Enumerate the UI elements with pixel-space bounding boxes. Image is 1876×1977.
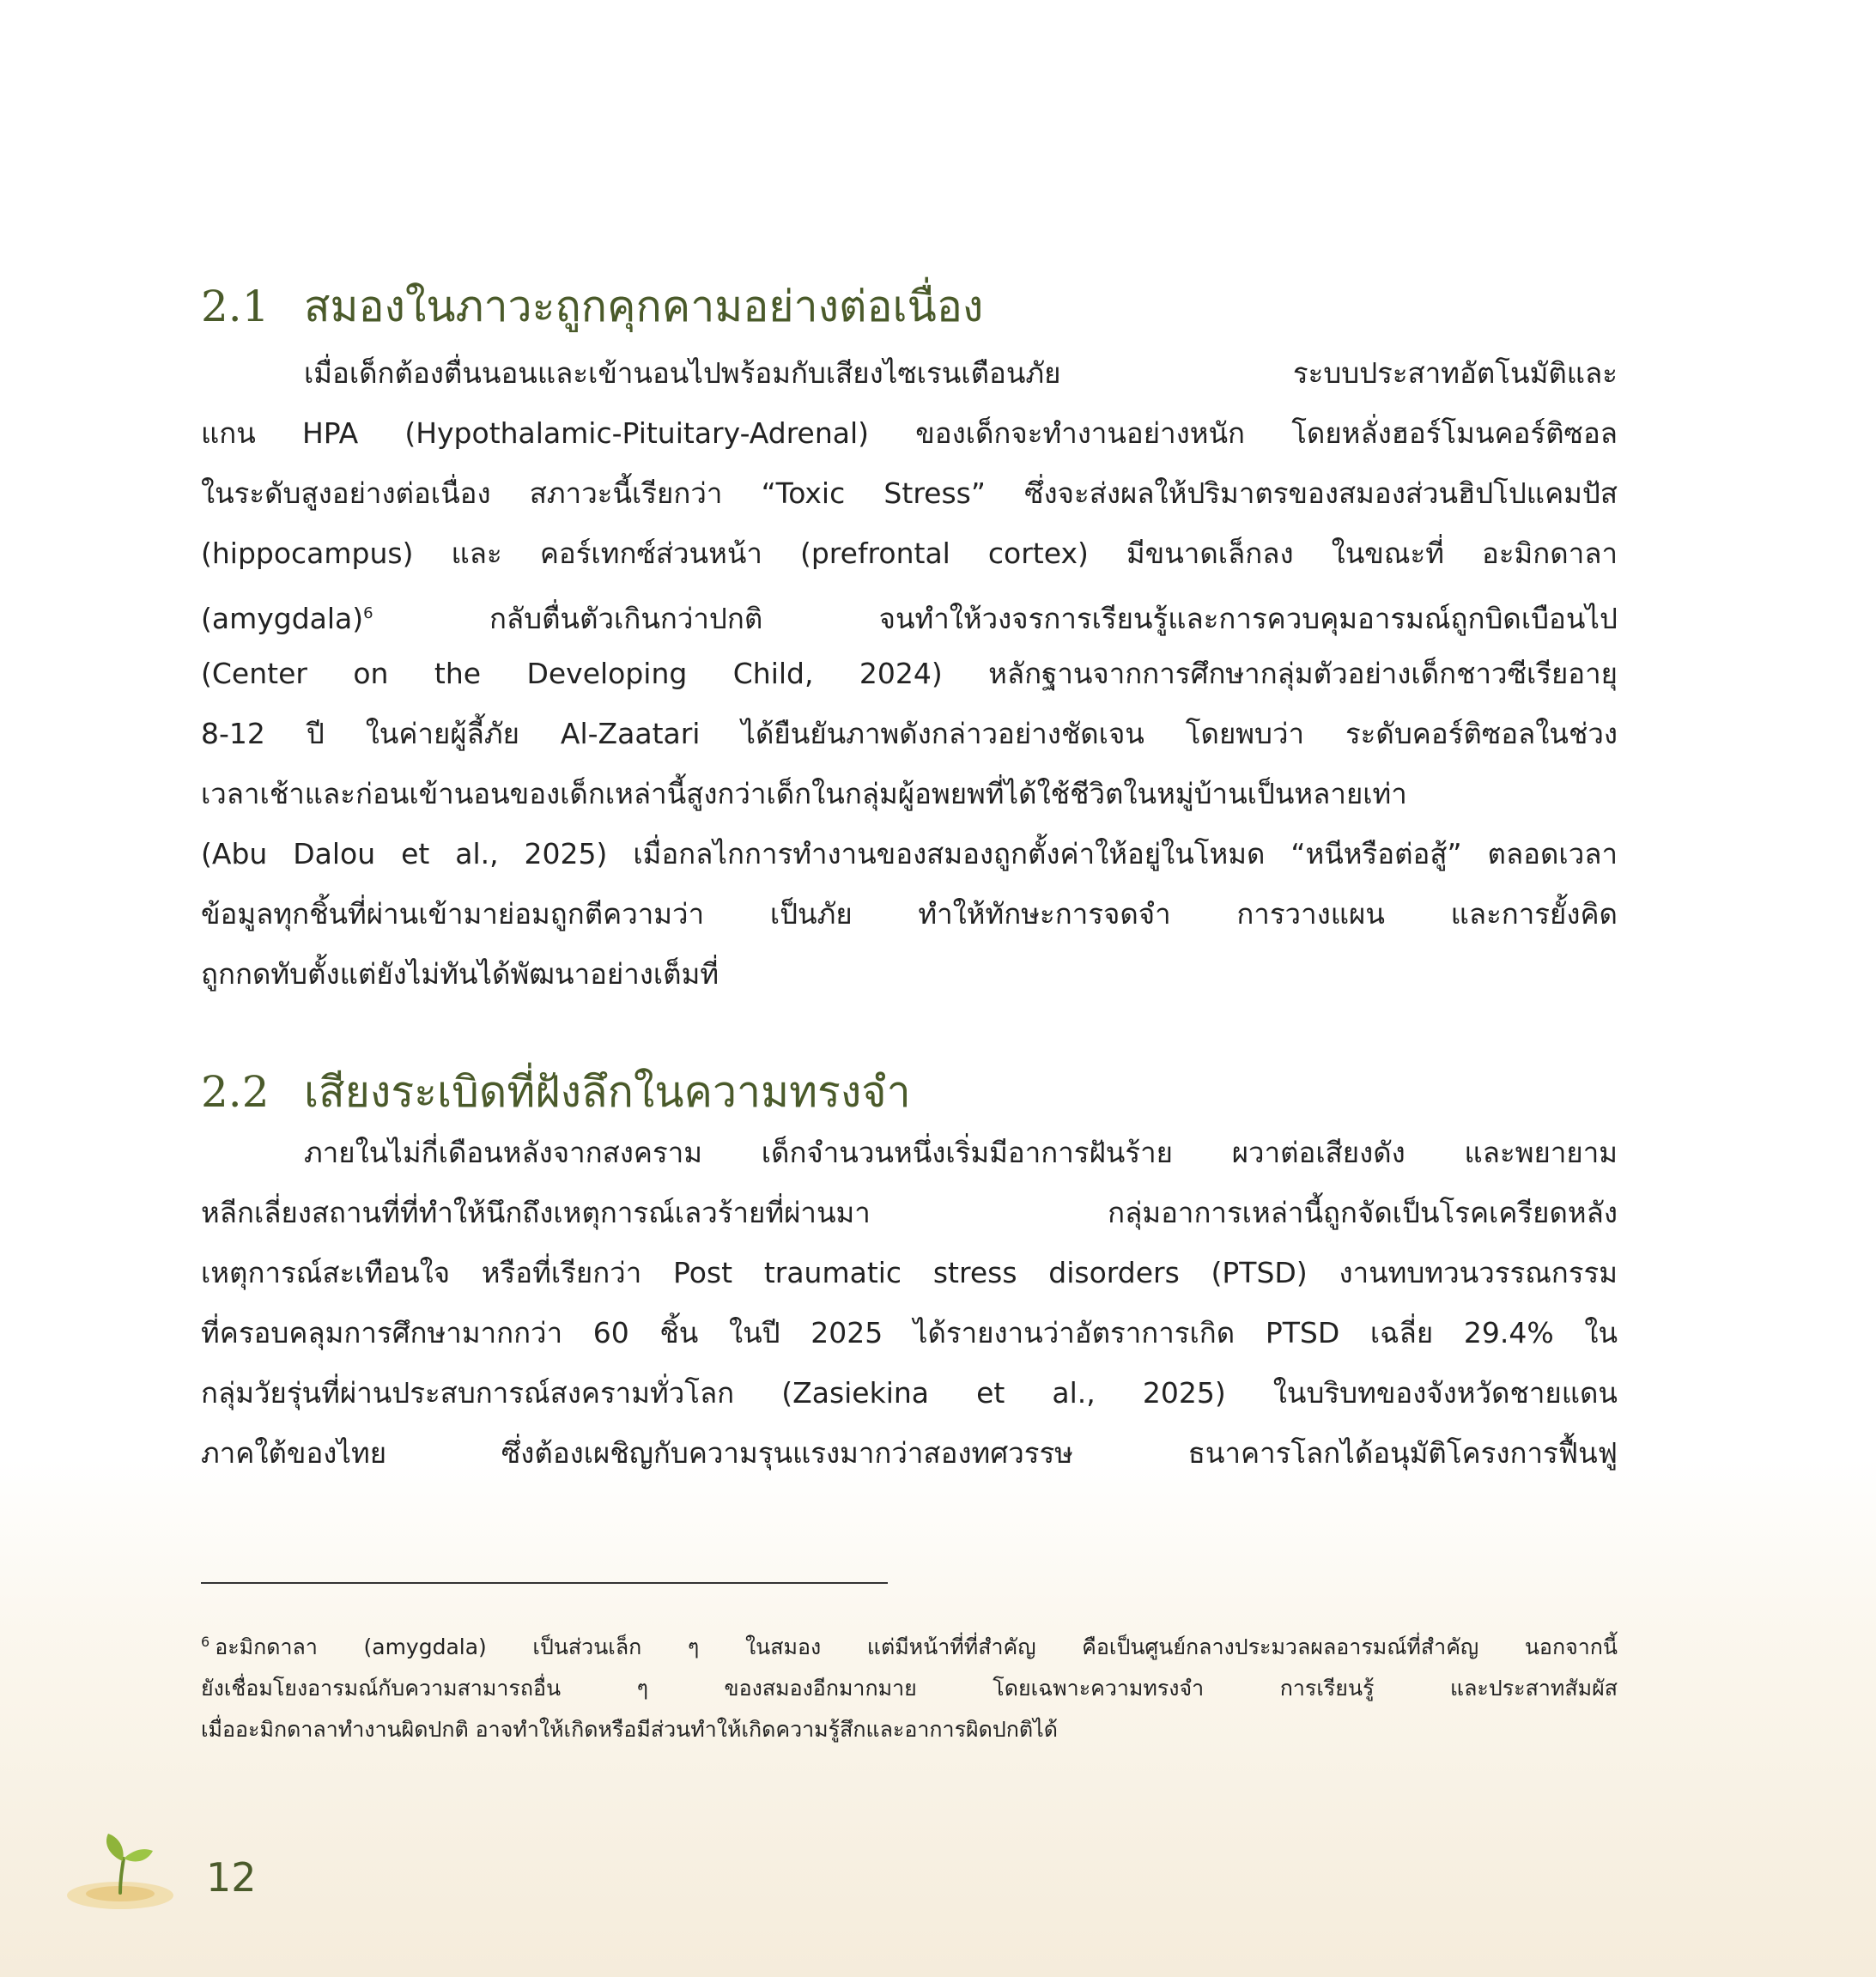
paragraph-line: ที่ครอบคลุมการศึกษามากกว่า 60 ชิ้น ในปี 2025 ได้รายงานว่าอัตราการเกิด PTSD เฉลี่ย 29.4% ใน: [201, 1316, 1618, 1349]
paragraph-line: ในระดับสูงอย่างต่อเนื่อง สภาวะนี้เรียกว่า “Toxic Stress” ซึ่งจะส่งผลให้ปริมาตรของสมองส่วนฮิปโปแคมปัส: [201, 476, 1618, 510]
paragraph-line: ภาคใต้ของไทย ซึ่งต้องเผชิญกับความรุนแรงมากว่าสองทศวรรษ ธนาคารโลกได้อนุมัติโครงการฟื้นฟู: [201, 1436, 1618, 1470]
footnote-line: ยังเชื่อมโยงอารมณ์กับความสามารถอื่น ๆ ของสมองอีกมากมาย โดยเฉพาะความทรงจำ การเรียนรู้ และประสาทสัมผัส: [201, 1676, 1618, 1701]
paragraph-line: เหตุการณ์สะเทือนใจ หรือที่เรียกว่า Post traumatic stress disorders (PTSD) งานทบทวนวรรณกรรม: [201, 1256, 1618, 1289]
paragraph-line: [201, 584, 1618, 644]
paragraph-line-text: กลับตื่นตัวเกินกว่าปกติ จนทำให้วงจรการเรียนรู้และการควบคุมอารมณ์ถูกบิดเบือนไป: [489, 602, 1618, 635]
paragraph-line: แกน HPA (Hypothalamic-Pituitary-Adrenal) ของเด็กจะทำงานอย่างหนัก โดยหลั่งฮอร์โมนคอร์ติซอล: [201, 416, 1618, 450]
section-heading-2-1: [201, 273, 983, 341]
footnote-text: อะมิกดาลา (amygdala) เป็นส่วนเล็ก ๆ ในสมอง แต่มีหน้าที่ที่สำคัญ คือเป็นศูนย์กลางประมวลผลอารมณ์ที่สำคัญ นอกจากนี้: [215, 1634, 1618, 1659]
paragraph-line: (Abu Dalou et al., 2025) เมื่อกลไกการทำงานของสมองถูกตั้งค่าให้อยู่ในโหมด “หนีหรือต่อสู้” ตลอดเวลา: [201, 837, 1618, 870]
page-number: 12: [206, 1854, 257, 1901]
paragraph-line: เวลาเช้าและก่อนเข้านอนของเด็กเหล่านี้สูงกว่าเด็กในกลุ่มผู้อพยพที่ได้ใช้ชีวิตในหมู่บ้านเป็นหลายเท่า: [201, 777, 1407, 810]
paragraph-line: (Center on the Developing Child, 2024) หลักฐานจากการศึกษากลุ่มตัวอย่างเด็กชาวซีเรียอายุ: [201, 657, 1618, 690]
section-2-2-paragraph: [201, 1123, 1618, 1483]
footnote-reference[interactable]: 6: [363, 604, 373, 622]
paragraph-line: ภายในไม่กี่เดือนหลังจากสงคราม เด็กจำนวนหนึ่งเริ่มมีอาการฝันร้าย ผวาต่อเสียงดัง และพยายาม: [304, 1136, 1618, 1169]
section-number: 2.1: [201, 282, 270, 331]
footnote-marker: 6: [201, 1633, 210, 1650]
paragraph-line: ข้อมูลทุกชิ้นที่ผ่านเข้ามาย่อมถูกตีความว่า เป็นภัย ทำให้ทักษะการจดจำ การวางแผน และการยั้งคิด: [201, 897, 1618, 931]
footnote-divider: [201, 1582, 888, 1584]
section-2-1-paragraph: [201, 343, 1618, 1004]
paragraph-line: ถูกกดทับตั้งแต่ยังไม่ทันได้พัฒนาอย่างเต็มที่: [201, 957, 719, 991]
section-title: สมองในภาวะถูกคุกคามอย่างต่อเนื่อง: [304, 282, 984, 331]
paragraph-line: 8-12 ปี ในค่ายผู้ลี้ภัย Al-Zaatari ได้ยืนยันภาพดังกล่าวอย่างชัดเจน โดยพบว่า ระดับคอร์ติซอลในช่วง: [201, 717, 1618, 750]
section-heading-2-2: [201, 1058, 911, 1126]
section-title: เสียงระเบิดที่ฝังลึกในความทรงจำ: [304, 1067, 911, 1117]
paragraph-line: เมื่อเด็กต้องตื่นนอนและเข้านอนไปพร้อมกับเสียงไซเรนเตือนภัย ระบบประสาทอัตโนมัติและ: [304, 356, 1618, 390]
paragraph-line: กลุ่มวัยรุ่นที่ผ่านประสบการณ์สงครามทั่วโลก (Zasiekina et al., 2025) ในบริบทของจังหวัดชายแดน: [201, 1376, 1618, 1410]
footnote-line: [201, 1627, 1618, 1668]
footnote: [201, 1627, 1618, 1750]
footnote-line: เมื่ออะมิกดาลาทำงานผิดปกติ อาจทำให้เกิดหรือมีส่วนทำให้เกิดความรู้สึกและอาการผิดปกติได้: [201, 1717, 1058, 1742]
paragraph-line: (hippocampus) และ คอร์เทกซ์ส่วนหน้า (prefrontal cortex) มีขนาดเล็กลง ในขณะที่ อะมิกดาลา: [201, 537, 1618, 570]
paragraph-line: หลีกเลี่ยงสถานที่ที่ทำให้นึกถึงเหตุการณ์เลวร้ายที่ผ่านมา กลุ่มอาการเหล่านี้ถูกจัดเป็นโรคเครียดหลัง: [201, 1196, 1618, 1229]
amygdala-term: (amygdala): [201, 602, 364, 635]
sprout-icon: [60, 1811, 180, 1914]
section-number: 2.2: [201, 1067, 270, 1117]
